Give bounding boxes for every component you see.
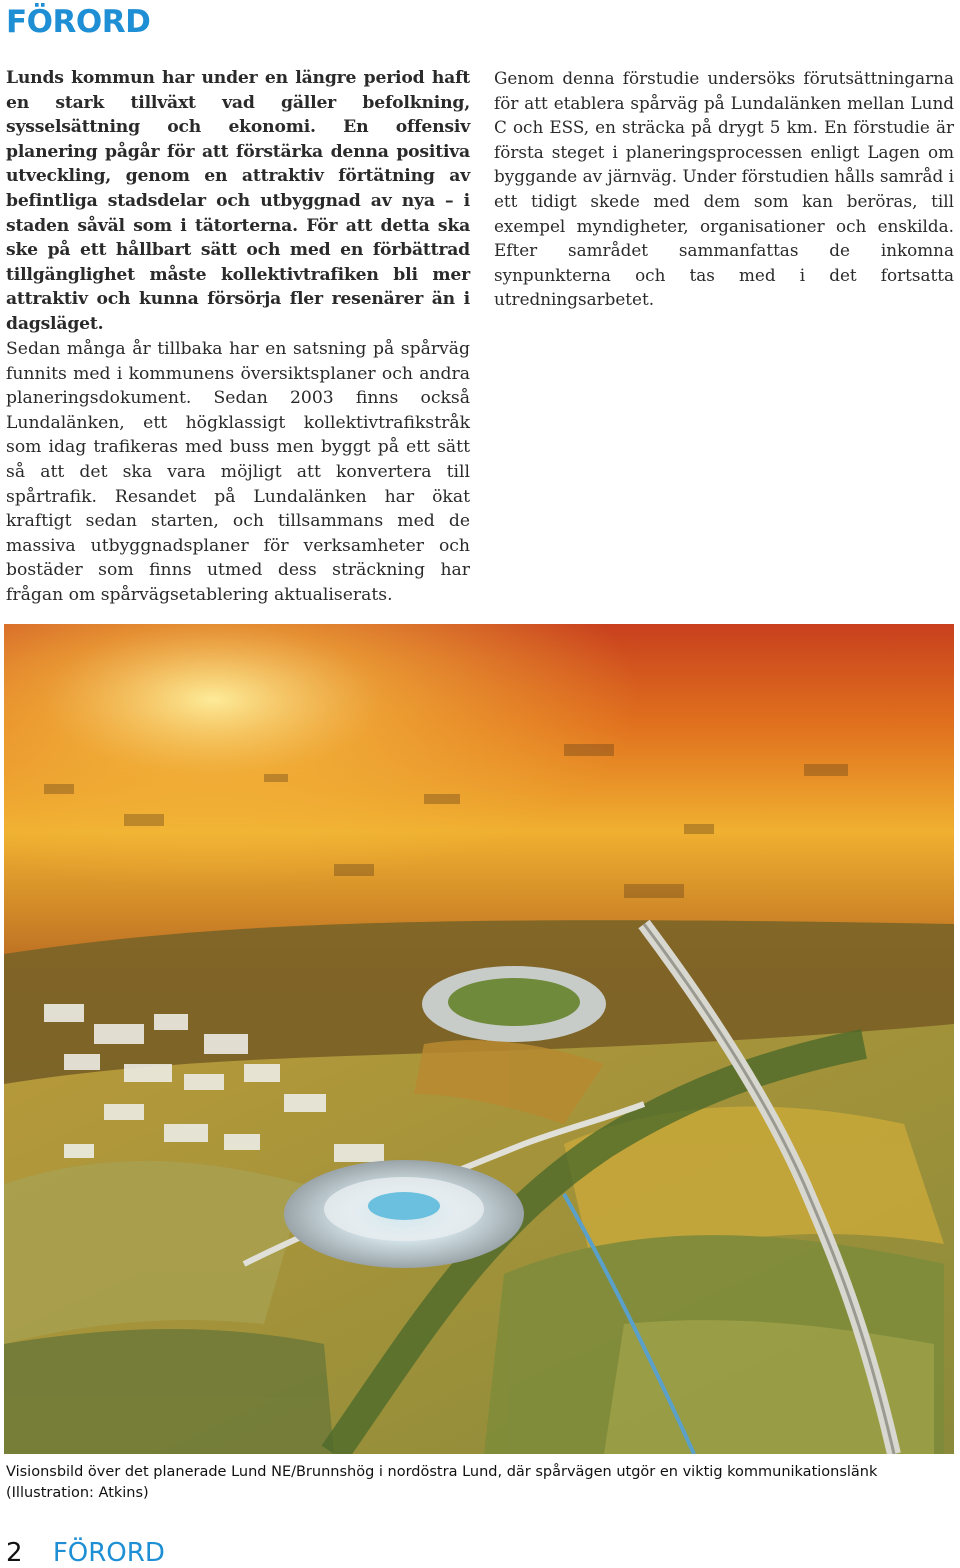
left-column — [6, 66, 470, 337]
right-column — [494, 66, 954, 312]
page-number: 2 — [6, 1538, 23, 1568]
page-title: FÖRORD — [6, 4, 151, 40]
body-paragraph-2: Sedan många år tillbaka har en satsning på spårväg funnits med i kommunens översiktsplaner och andra planeringsdokument. Sedan 2003 finns också Lundalänken, ett högklassigt kollektivtrafikstråk som idag trafikeras med buss men byggt på ett sätt så att det ska vara möjligt att konvertera till spårtrafik. Resandet på Lundalänken har ökat kraftigt sedan starten, och tillsammans med de massiva utbyggnadsplaner för verksamheter och bostäder som finns utmed dess sträckning har frågan om spårvägsetablering aktualiserats. — [6, 339, 470, 605]
lead-paragraph: Lunds kommun har under en längre period haft en stark tillväxt vad gäller befolkning, sysselsättning och ekonomi. En offensiv planering pågår för att förstärka denna positiva utveckling, genom en attraktiv förtätning av befintliga stadsdelar och utbyggnad av nya – i staden såväl som i tätorterna. För att detta ska ske på ett hållbart sätt och med en förbättrad tillgänglighet måste kollektivtrafiken bli mer attraktiv och kunna försörja fler resenärer än i dagsläget. — [6, 68, 470, 334]
left-column-second — [6, 337, 470, 608]
aerial-vision-image — [4, 624, 954, 1454]
footer-section-title: FÖRORD — [52, 1538, 165, 1568]
vision-illustration — [4, 624, 954, 1454]
body-paragraph-3: Genom denna förstudie undersöks förutsättningarna för att etablera spårväg på Lundalänken mellan Lund C och ESS, en sträcka på drygt 5 km. En förstudie är första steget i planeringsprocessen enligt Lagen om byggande av järnväg. Under förstudien hålls samråd i ett tidigt skede med dem som kan beröras, till exempel myndigheter, organisationer och enskilda. Efter samrådet sammanfattas de inkomna synpunkterna och tas med i det fortsatta utredningsarbetet. — [494, 68, 954, 310]
figure-caption: Visionsbild över det planerade Lund NE/Brunnshög i nordöstra Lund, där spårvägen utgör en viktig kommunikationslänk (Illustration: Atkins) — [6, 1464, 878, 1501]
page-footer — [6, 1538, 165, 1568]
